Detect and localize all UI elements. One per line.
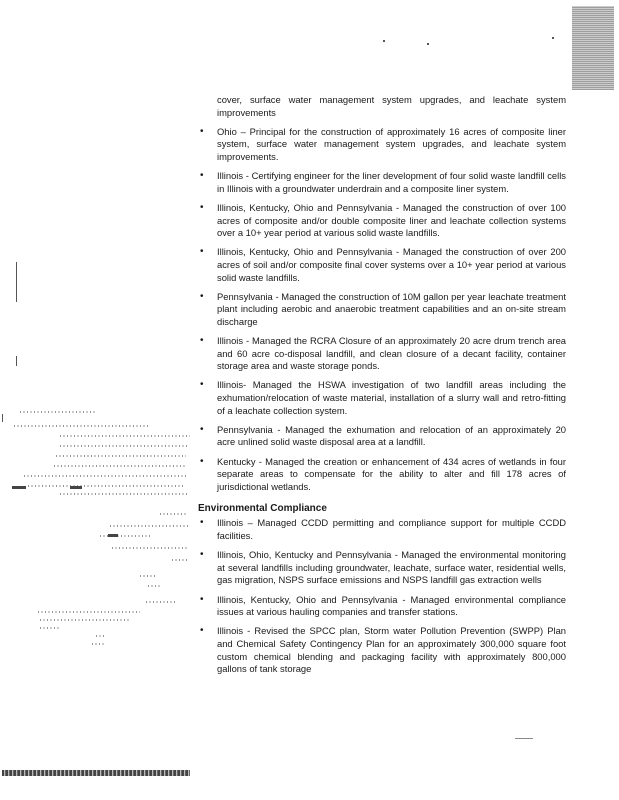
list-item: • Illinois, Kentucky, Ohio and Pennsylvania - Managed the construction of over 200 acres of soil and/or composite final cover systems over a 10+ year period at various solid waste landfills. xyxy=(198,246,566,284)
scan-speck xyxy=(552,37,554,39)
scan-noise-artifact xyxy=(0,90,200,770)
scan-speck xyxy=(383,40,385,42)
list-item: • Illinois - Managed the RCRA Closure of an approximately 20 acre drum trench area and 60 acre co-disposal landfill, and clean closure of a decant facility, container storage area and waste storage ponds. xyxy=(198,335,566,373)
list-item: • Kentucky - Managed the creation or enhancement of 434 acres of wetlands in four separate areas to compensate for the ability to alter and fill 178 acres of jurisdictional wetlands. xyxy=(198,456,566,494)
list-item: • Illinois - Certifying engineer for the liner development of four solid waste landfill cells in Illinois with a groundwater underdrain and a composite liner system. xyxy=(198,170,566,195)
list-item: • Pennsylvania - Managed the construction of 10M gallon per year leachate treatment plant including aerobic and anaerobic treatment capabilities and an on-site stream discharge xyxy=(198,291,566,329)
list-item: • Illinois, Kentucky, Ohio and Pennsylvania - Managed the construction of over 100 acres of composite and/or double composite liner and leachate collection systems over a 10+ year period at various solid waste landfills. xyxy=(198,202,566,240)
environmental-list xyxy=(198,517,566,675)
scan-bottom-artifact xyxy=(2,770,190,776)
list-item: • Illinois, Kentucky, Ohio and Pennsylvania - Managed environmental compliance issues at various hauling companies and transfer stations. xyxy=(198,594,566,619)
list-item: • Ohio – Principal for the construction of approximately 16 acres of composite liner system, surface water management system upgrades, and leachate system improvements. xyxy=(198,126,566,164)
scan-speck xyxy=(515,738,533,739)
section-heading: Environmental Compliance xyxy=(198,503,327,515)
list-item: • Illinois, Ohio, Kentucky and Pennsylvania - Managed the environmental monitoring at several landfills including groundwater, leachate, surface water, residential wells, gas migration, NSPS surface emissions and NSPS landfill gas extraction wells xyxy=(198,549,566,587)
experience-list xyxy=(198,126,566,494)
continuation-text: cover, surface water management system upgrades, and leachate system improvements xyxy=(217,94,566,118)
document-body xyxy=(198,94,566,676)
scan-speck xyxy=(427,43,429,45)
scan-corner-artifact xyxy=(572,6,614,90)
list-item: • Illinois – Managed CCDD permitting and compliance support for multiple CCDD facilities. xyxy=(198,517,566,542)
list-item: • Illinois- Managed the HSWA investigation of two landfill areas including the exhumation/relocation of waste material, installation of a slurry wall and retro-fitting of a leachate collection system. xyxy=(198,379,566,417)
list-item: • Pennsylvania - Managed the exhumation and relocation of an approximately 20 acre unlined solid waste disposal area at a landfill. xyxy=(198,424,566,449)
list-item: • Illinois - Revised the SPCC plan, Storm water Pollution Prevention (SWPP) Plan and Chemical Safety Contingency Plan for an approximately 300,000 square foot custom chemical blending and packaging facility with approximately 800,000 gallons of tank storage xyxy=(198,625,566,675)
